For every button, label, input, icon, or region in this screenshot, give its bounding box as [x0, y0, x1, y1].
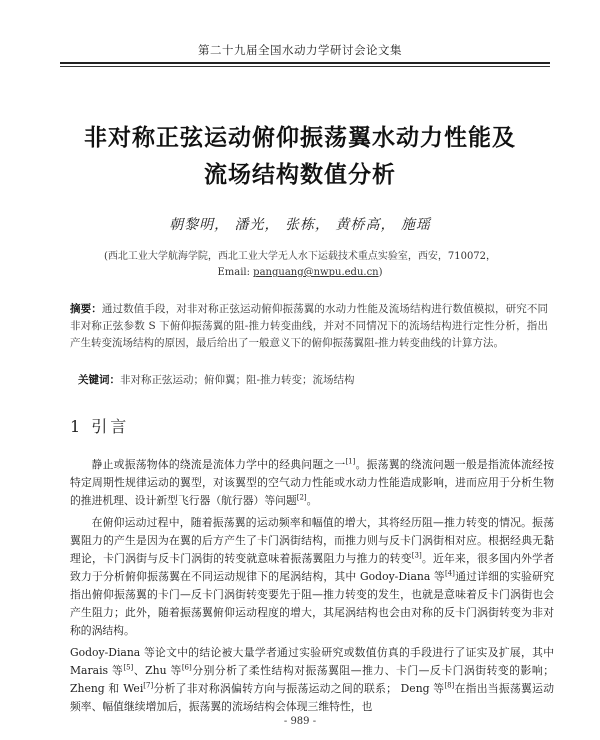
paragraph-3: [70, 644, 554, 716]
paragraph-text: 。: [306, 494, 318, 507]
affiliation: (西北工业大学航海学院，西北工业大学无人水下运载技术重点实验室，西安，710072，: [103, 251, 497, 262]
paragraph-text: 分别分析了柔性结构对振荡翼阻—推力、卡门—反卡门涡街转变的影响； Zheng 和 Wei: [70, 664, 554, 695]
citation-ref[interactable]: [3]: [411, 551, 422, 560]
running-header: 第二十九届全国水动力学研讨会论文集: [198, 43, 402, 57]
email-label: Email:: [217, 267, 250, 278]
paragraph-text: Godoy-Diana 等论文中的结论被大量学者通过实验研究或数值仿真的手段进行了证实及扩展，其中 Marais 等: [70, 646, 554, 677]
body-text: [70, 456, 554, 720]
paragraph-text: 分析了非对称涡偏转方向与振荡运动之间的联系； Deng 等: [153, 682, 445, 695]
paper-title: [40, 120, 560, 194]
title-line-2: 流场结构数值分析: [204, 162, 396, 188]
email-line: [0, 267, 600, 278]
paragraph-text: 。近年来，很多国内外学者致力于分析俯仰振荡翼在不同运动规律下的尾涡结构，其中 Godoy-Diana 等: [70, 552, 555, 583]
keywords: [78, 372, 548, 387]
abstract: [70, 301, 548, 352]
page-number: - 989 -: [283, 716, 317, 727]
email-close: ): [378, 267, 383, 278]
citation-ref[interactable]: [4]: [444, 569, 455, 578]
header-rule-thick: [60, 62, 550, 64]
citation-ref[interactable]: [2]: [296, 493, 307, 502]
title-line-1: 非对称正弦运动俯仰振荡翼水动力性能及: [84, 125, 516, 151]
citation-ref[interactable]: [7]: [143, 681, 154, 690]
abstract-label: 摘要：: [70, 303, 102, 315]
section-heading-introduction: 1 引言: [70, 417, 130, 436]
paragraph-text: 在俯仰运动过程中，随着振荡翼的运动频率和幅值的增大，其将经历阻—推力转变的情况。振荡翼阻力的产生是因为在翼的后方产生了卡门涡街结构，而推力则与反卡门涡街相对应。根据经典无黏理论，卡门涡街与反卡门涡街的转变就意味着振荡翼阻力与推力的转变: [70, 516, 554, 565]
paragraph-1: [70, 456, 554, 510]
paragraph-2: [70, 514, 554, 640]
paragraph-text: 通过详细的实验研究指出俯仰振荡翼的卡门—反卡门涡街转变要先于阻—推力转变的发生，也就是意味着反卡门涡街也会产生阻力；此外，随着振荡翼俯仰运动程度的增大，其尾涡结构也会由对称的反卡门涡街转变为非对称的涡结构。: [70, 570, 554, 637]
keywords-label: 关键词：: [78, 374, 120, 386]
header-rule-thin: [60, 66, 550, 67]
paragraph-text: 。振荡翼的绕流问题一般是指流体流经按特定周期性规律运动的翼型，对该翼型的空气动力性能或水动力性能造成影响，进而应用于分析生物的推进机理、设计新型飞行器（航行器）等问题: [70, 458, 555, 507]
email-address[interactable]: panguang@nwpu.edu.cn: [253, 267, 379, 278]
citation-ref[interactable]: [1]: [345, 457, 356, 466]
author-list: 朝黎明， 潘光， 张栋， 黄桥高， 施瑶: [169, 217, 431, 233]
abstract-text: 通过数值手段，对非对称正弦运动俯仰振荡翼的水动力性能及流场结构进行数值模拟，研究不同非对称正弦参数 S 下俯仰振荡翼的阻-推力转变曲线，并对不同情况下的流场结构进行定性分析，指出产生转变流场结构的原因，最后给出了一般意义下的俯仰振荡翼阻-推力转变曲线的计算方法。: [70, 303, 548, 349]
keywords-text: 非对称正弦运动；俯仰翼；阻-推力转变；流场结构: [120, 374, 355, 386]
citation-ref[interactable]: [5]: [123, 663, 134, 672]
citation-ref[interactable]: [8]: [444, 681, 455, 690]
citation-ref[interactable]: [6]: [181, 663, 192, 672]
paragraph-text: 静止或振荡物体的绕流是流体力学中的经典问题之一: [91, 458, 346, 471]
paragraph-text: 在指出当振荡翼运动频率、幅值继续增加后，振荡翼的流场结构会体现三维特性，也: [70, 682, 554, 713]
paragraph-text: 、Zhu 等: [133, 664, 182, 677]
